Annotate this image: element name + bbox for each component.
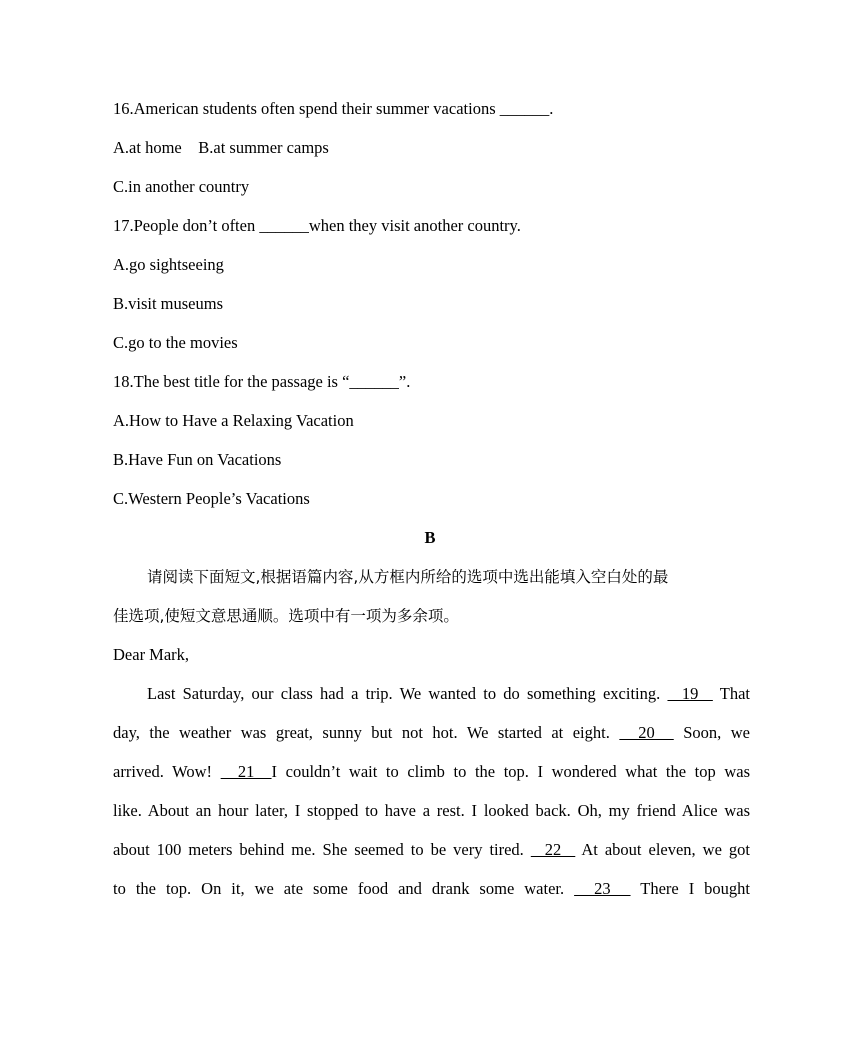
letter-line-1 bbox=[113, 684, 750, 704]
section-b-instruction-line-2: 佳选项,使短文意思通顺。选项中有一项为多余项。 bbox=[113, 607, 459, 625]
blank-22: 22 bbox=[530, 840, 576, 859]
letter-line-3 bbox=[113, 762, 750, 782]
blank-23: 23 bbox=[574, 879, 631, 898]
letter-line-2-text-c: Soon, we bbox=[673, 723, 750, 742]
letter-line-1-text-c: That bbox=[712, 684, 750, 703]
blank-20: 20 bbox=[619, 723, 674, 742]
letter-line-5 bbox=[113, 840, 750, 860]
letter-line-3-text-a: arrived. Wow! bbox=[113, 762, 221, 781]
letter-line-1-text-a: Last Saturday, our class had a trip. We wanted to do something exciting. bbox=[147, 684, 668, 703]
question-17-option-a: A.go sightseeing bbox=[113, 255, 224, 274]
question-16-stem: 16.American students often spend their summer vacations ______. bbox=[113, 99, 554, 118]
blank-21: 21 bbox=[220, 762, 272, 781]
blank-19: 19 bbox=[667, 684, 713, 703]
letter-line-4: like. About an hour later, I stopped to have a rest. I looked back. Oh, my friend Alice was bbox=[113, 801, 750, 820]
question-18-option-c: C.Western People’s Vacations bbox=[113, 489, 310, 508]
question-18-stem: 18.The best title for the passage is “______”. bbox=[113, 372, 411, 391]
letter-line-5-text-c: At about eleven, we got bbox=[575, 840, 750, 859]
question-17-stem: 17.People don’t often ______when they visit another country. bbox=[113, 216, 521, 235]
question-18-option-b: B.Have Fun on Vacations bbox=[113, 450, 282, 469]
letter-line-6-text-a: to the top. On it, we ate some food and drank some water. bbox=[113, 879, 575, 898]
question-16-option-c: C.in another country bbox=[113, 177, 250, 196]
letter-line-2 bbox=[113, 723, 750, 743]
letter-line-3-text-c: I couldn’t wait to climb to the top. I wondered what the top was bbox=[271, 762, 751, 781]
letter-line-2-text-a: day, the weather was great, sunny but not hot. We started at eight. bbox=[113, 723, 620, 742]
letter-line-6 bbox=[113, 879, 750, 899]
section-b-heading: B bbox=[424, 528, 436, 547]
section-b-instruction-line-1: 请阅读下面短文,根据语篇内容,从方框内所给的选项中选出能填入空白处的最 bbox=[147, 568, 669, 586]
letter-salutation: Dear Mark, bbox=[113, 645, 190, 664]
question-17-option-b: B.visit museums bbox=[113, 294, 224, 313]
question-16-option-a: A.at home bbox=[113, 138, 182, 157]
question-16-options-ab bbox=[113, 138, 750, 158]
letter-line-5-text-a: about 100 meters behind me. She seemed to be very tired. bbox=[113, 840, 531, 859]
question-18-option-a: A.How to Have a Relaxing Vacation bbox=[113, 411, 354, 430]
question-17-option-c: C.go to the movies bbox=[113, 333, 238, 352]
question-16-option-b: B.at summer camps bbox=[198, 138, 329, 157]
letter-line-6-text-c: There I bought bbox=[630, 879, 751, 898]
